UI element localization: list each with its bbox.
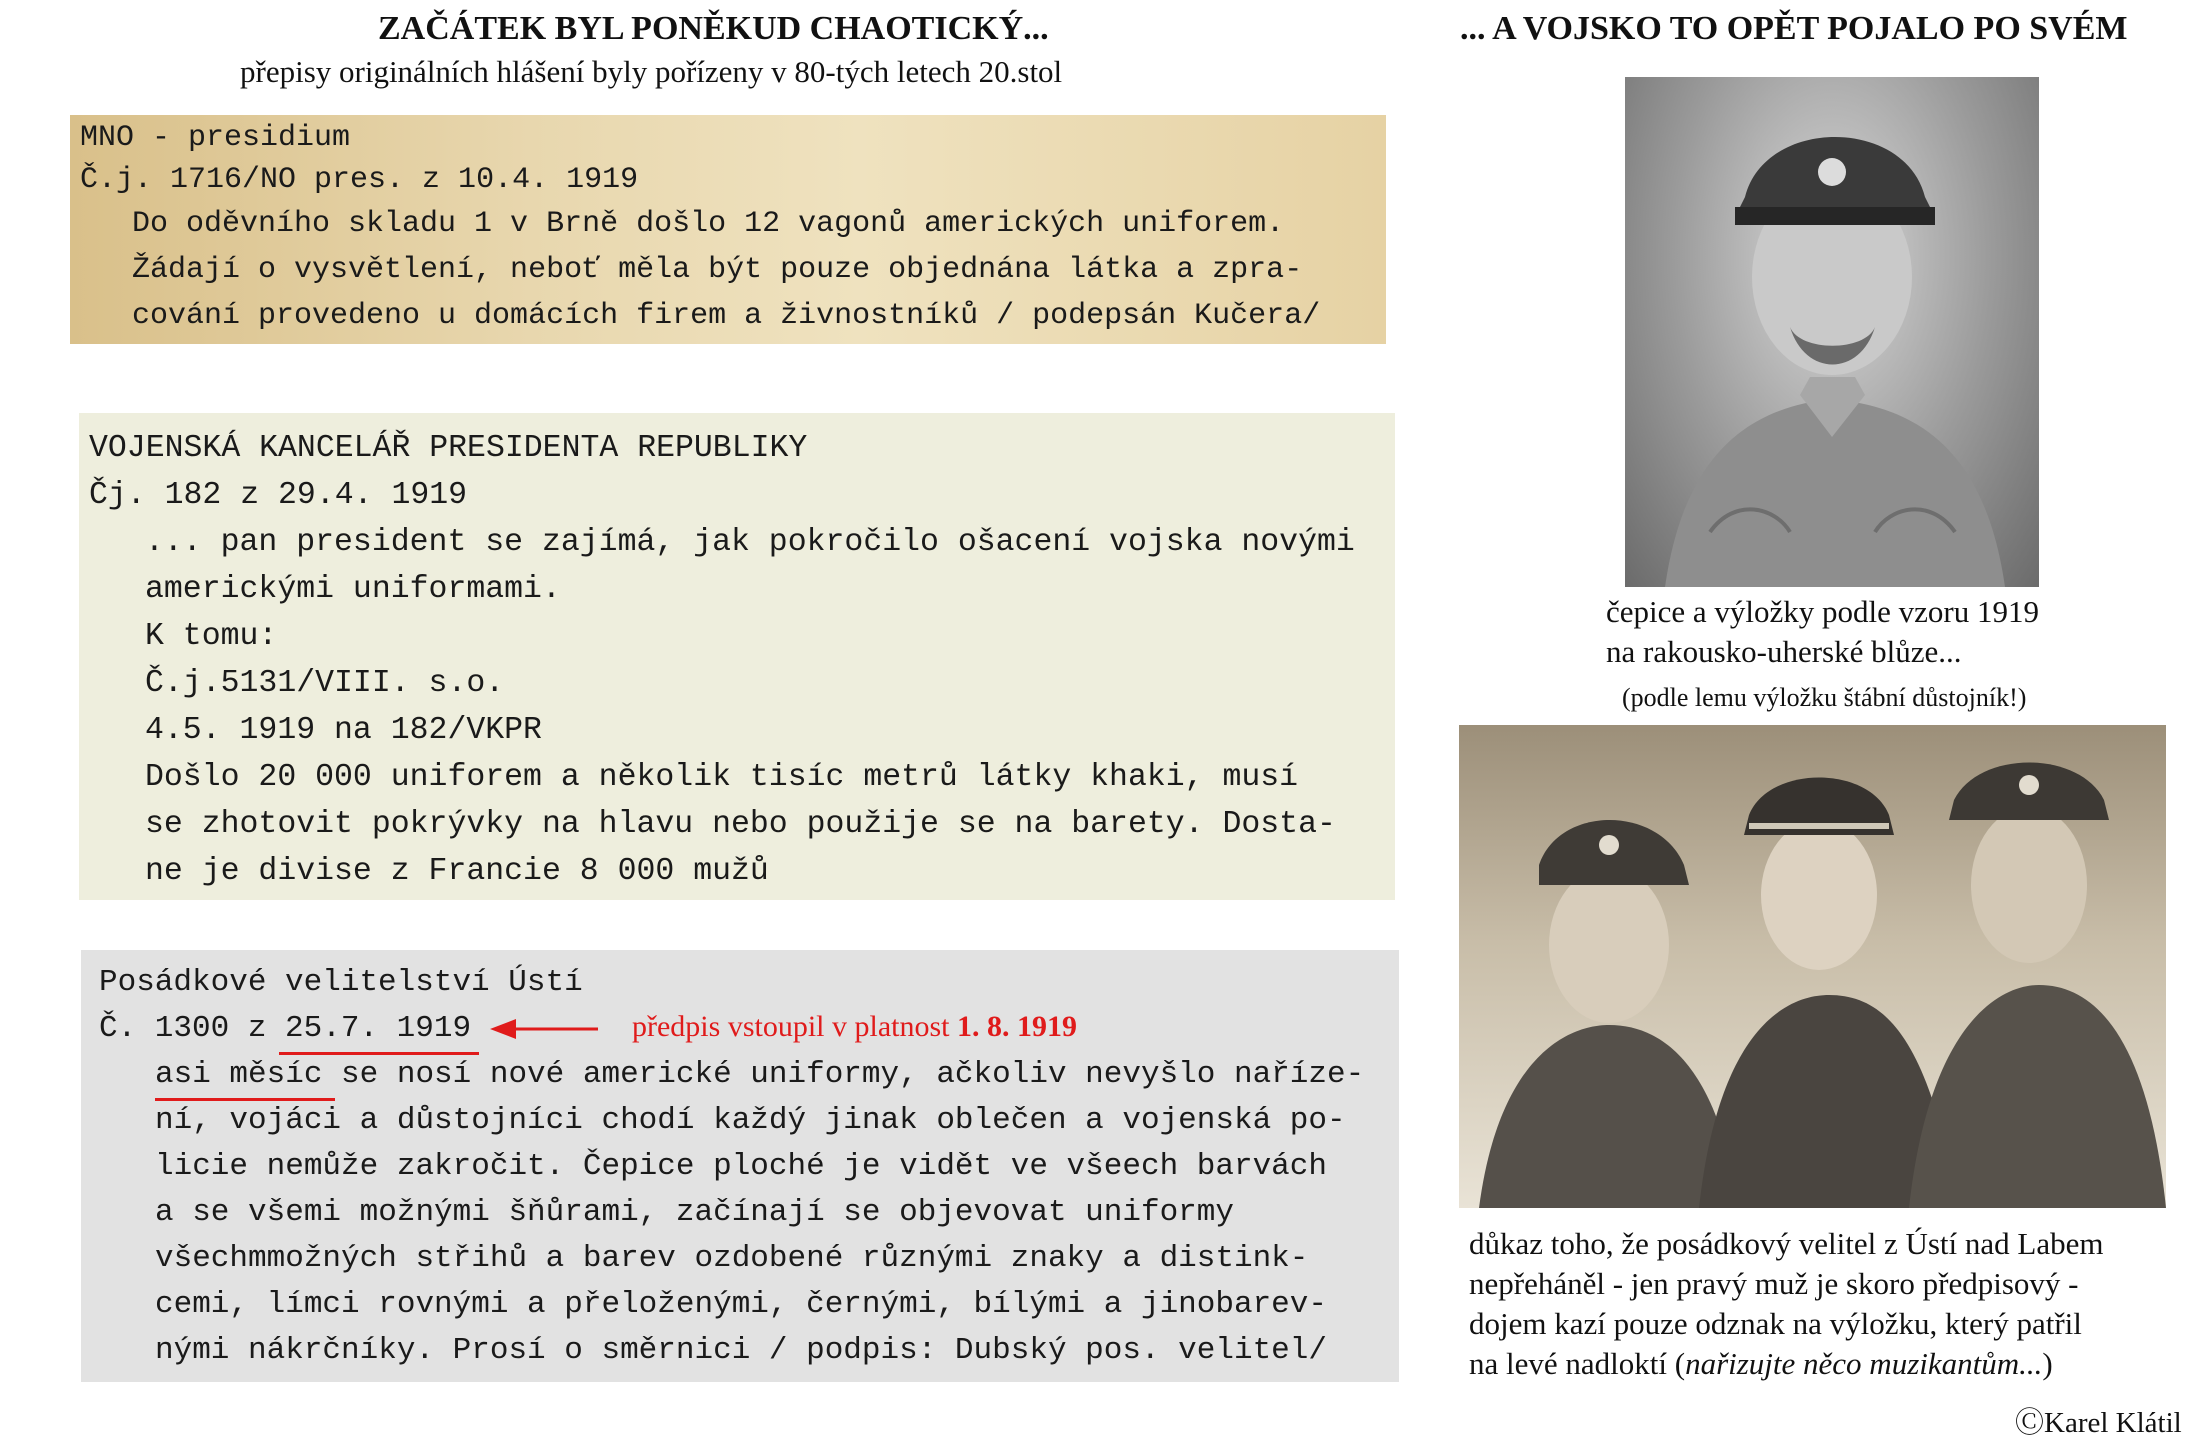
right-title: ... A VOJSKO TO OPĚT POJALO PO SVÉM [1460, 10, 2128, 47]
doc3-line-4: ní, vojáci a důstojníci chodí každý jinak oblečen a vojenská po- [155, 1103, 1346, 1138]
doc3-line-3: asi měsíc se nosí nové americké uniformy, ačkoliv nevyšlo naříze- [155, 1057, 1365, 1092]
left-subtitle: přepisy originálních hlášení byly pořízeny v 80-tých letech 20.stol [240, 54, 1063, 89]
doc2-line-9: se zhotovit pokrývky na hlavu nebo použije se na barety. Dosta- [145, 807, 1336, 842]
photo1-caption-line-3: (podle lemu výložku štábní důstojník!) [1622, 683, 2027, 712]
doc1-line-5: cování provedeno u domácích firem a živnostníků / podepsán Kučera/ [132, 299, 1321, 333]
doc2-line-4: americkými uniformami. [145, 572, 561, 607]
doc3-line-1: Posádkové velitelství Ústí [99, 965, 583, 1000]
doc2-line-8: Došlo 20 000 uniforem a několik tisíc metrů látky khaki, musí [145, 760, 1299, 795]
doc3-line-6: a se všemi možnými šňůrami, začínají se objevovat uniformy [155, 1195, 1234, 1230]
doc1-line-2: Č.j. 1716/NO pres. z 10.4. 1919 [80, 163, 639, 197]
doc3-line-8: cemi, límci rovnými a přeloženými, černými, bílými a jinobarev- [155, 1287, 1327, 1322]
date-underline [279, 1052, 479, 1055]
doc3-line-2: Č. 1300 z 25.7. 1919 [99, 1011, 472, 1046]
doc2-line-6: Č.j.5131/VIII. s.o. [145, 666, 505, 701]
photo1-caption-line-1: čepice a výložky podle vzoru 1919 [1606, 594, 2039, 629]
month-underline [155, 1098, 335, 1101]
document-mno-presidium [70, 115, 1386, 344]
photo1-caption-line-2: na rakousko-uherské blůze... [1606, 634, 1962, 669]
doc2-line-3: ... pan president se zajímá, jak pokročilo ošacení vojska novými [145, 525, 1355, 560]
photo2-caption-line-1: důkaz toho, že posádkový velitel z Ústí nad Labem [1469, 1226, 2104, 1261]
doc1-line-4: Žádají o vysvětlení, neboť měla být pouze objednána látka a zpra- [132, 253, 1303, 287]
validity-date: 1. 8. 1919 [957, 1010, 1077, 1043]
doc2-line-1: VOJENSKÁ KANCELÁŘ PRESIDENTA REPUBLIKY [89, 431, 808, 466]
doc2-line-10: ne je divise z Francie 8 000 mužů [145, 854, 769, 889]
officer-portrait-photo [1625, 77, 2039, 587]
doc2-line-5: K tomu: [145, 619, 278, 654]
red-arrow-icon [490, 1014, 600, 1044]
doc2-line-2: Čj. 182 z 29.4. 1919 [89, 478, 468, 513]
photo2-caption-line-3: dojem kazí pouze odznak na výložku, který patřil [1469, 1306, 2082, 1341]
doc3-line-9: nými nákrčníky. Prosí o směrnici / podpis: Dubský pos. velitel/ [155, 1333, 1327, 1368]
doc1-line-3: Do oděvního skladu 1 v Brně došlo 12 vagonů amerických uniforem. [132, 207, 1285, 241]
photo2-caption-line-2: nepřeháněl - jen pravý muž je skoro předpisový - [1469, 1266, 2079, 1301]
doc3-line-5: licie nemůže zakročit. Čepice ploché je vidět ve všeech barvách [155, 1149, 1327, 1184]
doc3-line-7: všechmmožných střihů a barev ozdobené různými znaky a distink- [155, 1241, 1309, 1276]
copyright: ⒸKarel Klátil [2015, 1407, 2182, 1439]
photo2-caption-line-4: na levé nadloktí (nařizujte něco muzikantům...) [1469, 1346, 2053, 1381]
document-president-office [79, 413, 1395, 900]
doc2-line-7: 4.5. 1919 na 182/VKPR [145, 713, 542, 748]
copyright-icon: Ⓒ [2015, 1407, 2045, 1439]
validity-annotation: předpis vstoupil v platnost 1. 8. 1919 [632, 1010, 1077, 1043]
doc1-line-1: MNO - presidium [80, 121, 351, 155]
left-title: ZAČÁTEK BYL PONĚKUD CHAOTICKÝ... [378, 10, 1049, 47]
three-soldiers-photo [1459, 725, 2166, 1208]
